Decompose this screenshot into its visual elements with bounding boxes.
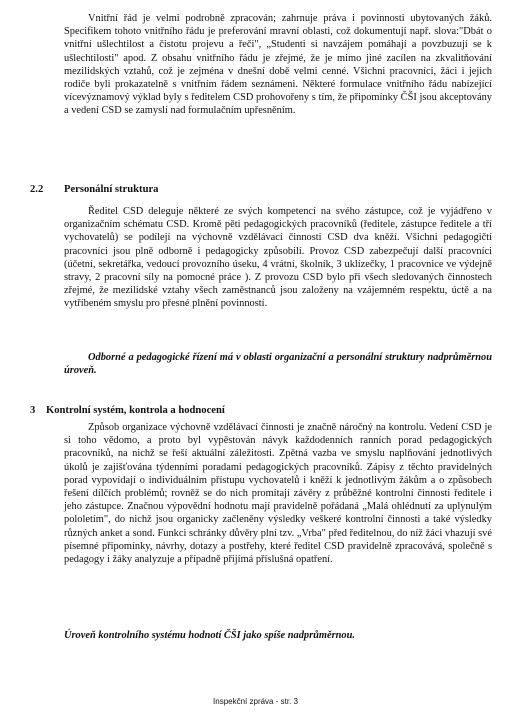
section-3-summary: Úroveň kontrolního systému hodnotí ČŠI jako spíše nadprůměrnou.: [64, 630, 356, 641]
section-2-2-heading: [30, 184, 158, 195]
section-3-paragraph: Způsob organizace výchovně vzdělávací činnosti je značně náročný na kontrolu. Vedení CSD je si toho vědomo, a proto byl vypěstován návyk každodenních ranních porad pedagogických pracovníků, na nichž se řeší aktuální záležitosti. Zpětná vazba ve smyslu naplňování jednotlivých úkolů je zajišťována týdenními poradami pedagogických pracovníků. Zápisy z těchto pravidelných porad vypovídají o individuálním přístupu vychovatelů i kněží k jednotlivým žákům a o způsobech řešení dílčích problémů; rovněž se do nich promítají závěry z průběžné kontrolní činnosti ředitele i jeho zástupce. Značnou výpovědní hodnotu mají pravidelně pořádaná „Malá ohlédnutí za uplynulým pololetím", do nichž jsou organicky začleněny výsledky veškeré kontrolní činnosti a také výsledky různých anket a sond. Funkci schránky důvěry plní tzv. „Vrba" před ředitelnou, do níž žáci vhazují své písemné připomínky, návrhy, dotazy a postřehy, které ředitel CSD pravidelně zpracovává, společně s pedagogy i žáky analyzuje a případně přijímá příslušná opatření.: [64, 422, 492, 566]
section-2-2-number: 2.2: [30, 184, 44, 195]
section-2-2-title: Personální struktura: [64, 184, 159, 195]
section-2-2-summary: Odborné a pedagogické řízení má v oblasti organizační a personální struktury nadprůměrnou úroveň.: [64, 352, 492, 377]
page-footer: Inspekční zpráva - str. 3: [213, 697, 298, 706]
section-3-heading: [30, 405, 225, 416]
section-3-title: Kontrolní systém, kontrola a hodnocení: [46, 405, 225, 416]
intro-paragraph: Vnitřní řád je velmi podrobně zpracován; zahrnuje práva i povinnosti ubytovaných žáků. Specifikem tohoto vnitřního řádu je preferování mravní oblasti, což dokumentují např. slova:"Dbát o vnitřní ušlechtilost a čistotu projevu a řeči", „Studenti si navzájem pomáhají a povzbuzují se k ušlechtilosti" apod. Z obsahu vnitřního řádu je zřejmé, že je mimo jiné zacílen na zkvalitňování mezilidských vztahů, což je zejména v dnešní době velmi cenné. Všichni pracovníci, žáci i jejich rodiče byli prokazatelně s vnitřním řádem seznámeni. Některé formulace vnitřního řádu nabízející vícevýznamový výklad byly s ředitelem CSD prohovořeny s tím, že připomínky ČŠI jsou akceptovány a vedení CSD se zamyslí nad formulačním upřesněním.: [64, 13, 492, 117]
section-3-number: 3: [30, 405, 36, 416]
section-2-2-paragraph: Ředitel CSD deleguje některé ze svých kompetencí na svého zástupce, což je vyjádřeno v organizačním schématu CSD. Kromě pěti pedagogických pracovníků (ředitele, zástupce ředitele a tří vychovatelů) se podílejí na výchovně vzdělávací činnosti CSD dva kněží. Všichni pedagogičtí pracovníci jsou plně odborně i pedagogicky způsobilí. Provoz CSD zabezpečují další pracovníci (účetní, sekretářka, vedoucí provozního úseku, 4 vrátní, školník, 3 uklízečky, 1 pracovnice ve výdejně stravy, 2 pracovní síly na pomocné práce ). Z provozu CSD bylo při všech sledovaných činnostech zřejmé, že mezilidské vztahy všech zaměstnanců jsou založeny na vzájemném respektu, úctě a na vytříbeném smyslu pro přesné plnění povinností.: [64, 206, 492, 310]
